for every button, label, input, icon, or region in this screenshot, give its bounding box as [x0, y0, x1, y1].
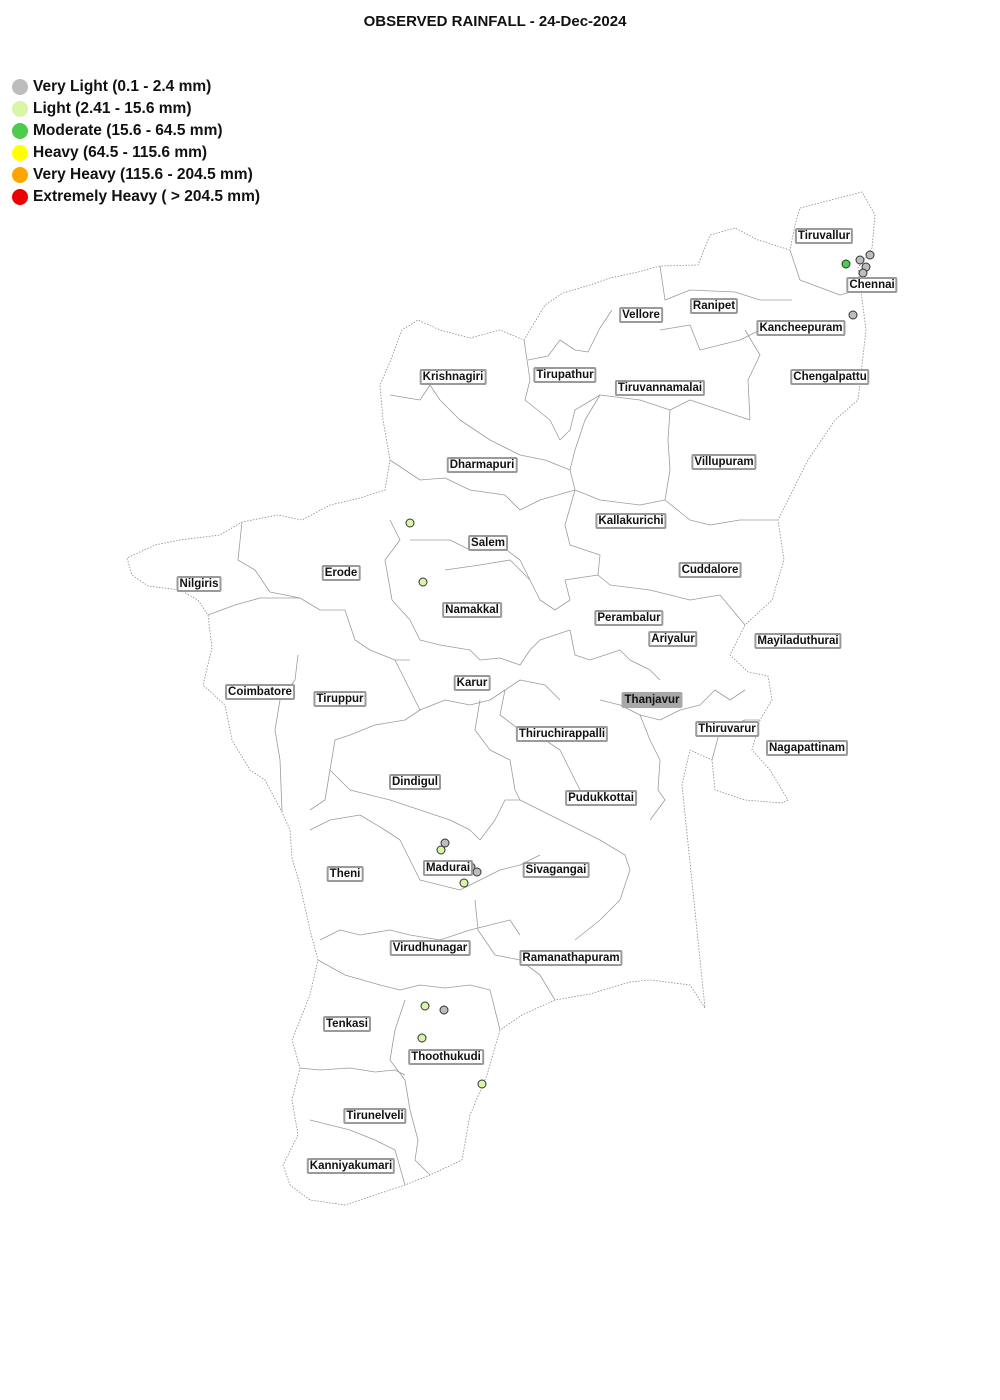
district-label-perambalur: Perambalur [594, 610, 663, 626]
station-marker-light [437, 846, 445, 854]
district-label-krishnagiri: Krishnagiri [420, 369, 487, 385]
district-label-chengalpattu: Chengalpattu [790, 369, 869, 385]
district-label-cuddalore: Cuddalore [679, 562, 742, 578]
district-label-pudukkottai: Pudukkottai [565, 790, 637, 806]
station-marker-light [419, 578, 427, 586]
district-label-thoothukudi: Thoothukudi [408, 1049, 484, 1065]
district-label-theni: Theni [327, 866, 364, 882]
district-label-kancheepuram: Kancheepuram [756, 320, 845, 336]
district-label-karur: Karur [454, 675, 491, 691]
district-label-tiruppur: Tiruppur [313, 691, 366, 707]
district-label-nilgiris: Nilgiris [177, 576, 222, 592]
district-label-madurai: Madurai [423, 860, 473, 876]
district-label-thiruchirappalli: Thiruchirappalli [516, 726, 608, 742]
station-marker-light [421, 1002, 429, 1010]
district-label-thanjavur: Thanjavur [622, 692, 683, 708]
district-label-vellore: Vellore [619, 307, 663, 323]
station-marker-very-light [473, 868, 481, 876]
district-label-dindigul: Dindigul [389, 774, 441, 790]
district-label-coimbatore: Coimbatore [225, 684, 295, 700]
district-boundaries [208, 250, 858, 1185]
district-label-villupuram: Villupuram [691, 454, 756, 470]
legend-label-very-heavy: Very Heavy (115.6 - 204.5 mm) [33, 166, 253, 183]
station-marker-very-light [866, 251, 874, 259]
district-label-tiruvallur: Tiruvallur [795, 228, 853, 244]
district-label-dharmapuri: Dharmapuri [447, 457, 518, 473]
district-label-kallakurichi: Kallakurichi [595, 513, 666, 529]
station-marker-very-light [440, 1006, 448, 1014]
legend-label-light: Light (2.41 - 15.6 mm) [33, 100, 192, 117]
district-label-ranipet: Ranipet [690, 298, 738, 314]
station-marker-moderate [842, 260, 850, 268]
station-marker-light [418, 1034, 426, 1042]
station-marker-light [460, 879, 468, 887]
district-label-tirupathur: Tirupathur [533, 367, 596, 383]
district-label-erode: Erode [322, 565, 361, 581]
district-label-chennai: Chennai [846, 277, 897, 293]
station-marker-very-light [859, 269, 867, 277]
station-marker-very-light [849, 311, 857, 319]
district-label-thiruvarur: Thiruvarur [695, 721, 759, 737]
legend-label-very-light: Very Light (0.1 - 2.4 mm) [33, 78, 212, 95]
district-label-sivagangai: Sivagangai [523, 862, 590, 878]
station-marker-light [406, 519, 414, 527]
legend-label-heavy: Heavy (64.5 - 115.6 mm) [33, 144, 208, 161]
district-label-kanniyakumari: Kanniyakumari [307, 1158, 395, 1174]
station-marker-light [478, 1080, 486, 1088]
district-label-tirunelveli: Tirunelveli [343, 1108, 406, 1124]
district-label-ariyalur: Ariyalur [648, 631, 697, 647]
legend-label-extremely-heavy: Extremely Heavy ( > 204.5 mm) [33, 188, 261, 205]
map-title: OBSERVED RAINFALL - 24-Dec-2024 [363, 13, 627, 30]
district-label-mayiladuthurai: Mayiladuthurai [754, 633, 841, 649]
district-label-tenkasi: Tenkasi [323, 1016, 371, 1032]
legend-label-moderate: Moderate (15.6 - 64.5 mm) [33, 122, 223, 139]
district-label-ramanathapuram: Ramanathapuram [519, 950, 622, 966]
district-label-virudhunagar: Virudhunagar [390, 940, 471, 956]
station-marker-very-light [856, 256, 864, 264]
district-label-tiruvannamalai: Tiruvannamalai [615, 380, 705, 396]
district-label-salem: Salem [468, 535, 508, 551]
district-label-namakkal: Namakkal [442, 602, 502, 618]
district-label-nagapattinam: Nagapattinam [766, 740, 848, 756]
